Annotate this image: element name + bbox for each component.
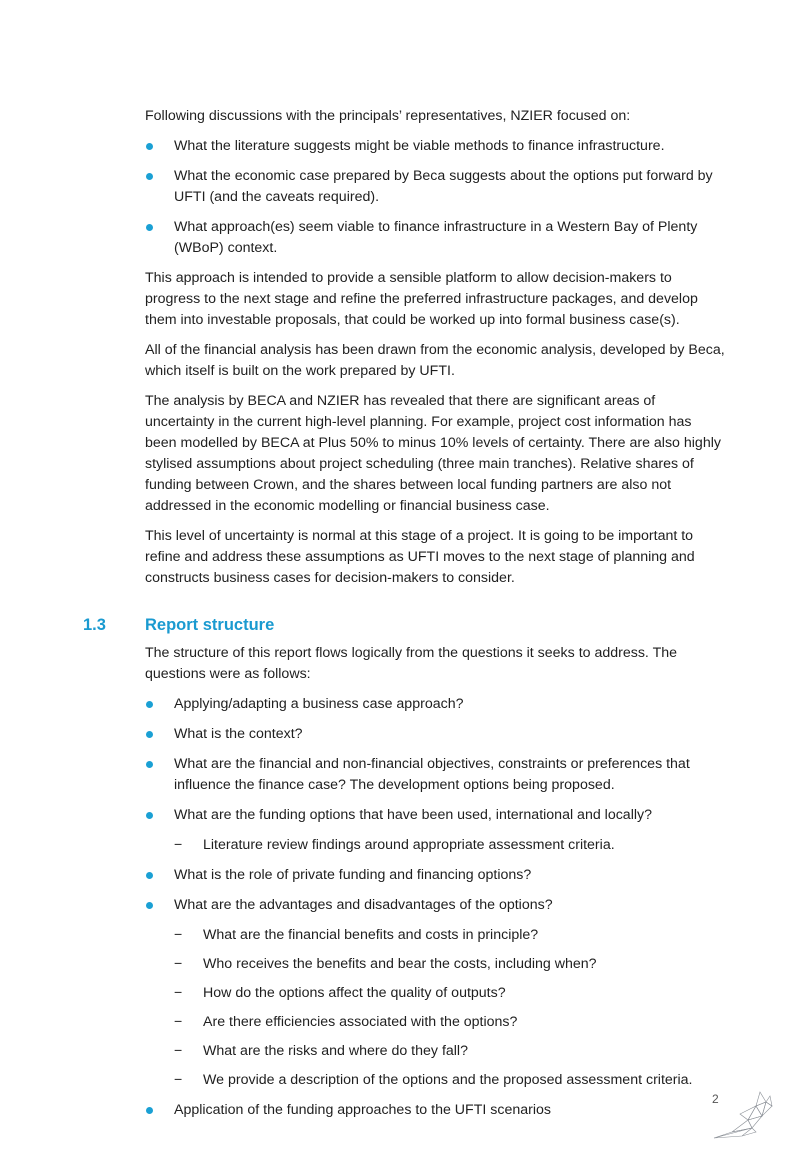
paragraph: All of the financial analysis has been drawn from the economic analysis, developed by Beca, which itself is built on the work prepared by UFTI. <box>145 342 725 379</box>
list-item-text: What the economic case prepared by Beca suggests about the options put forward by UFTI (and the caveats required). <box>174 168 713 205</box>
intro-lead: Following discussions with the principals’ representatives, NZIER focused on: <box>145 108 631 124</box>
dash-icon: − <box>174 985 183 1001</box>
sub-list-item-text: How do the options affect the quality of outputs? <box>203 985 506 1001</box>
bullet-icon <box>146 902 153 909</box>
sub-list-item-text: Are there efficiencies associated with the options? <box>203 1014 518 1030</box>
dash-icon: − <box>174 1043 183 1059</box>
list-item-text: What approach(es) seem viable to finance infrastructure in a Western Bay of Plenty (WBoP) context. <box>174 219 698 256</box>
bullet-icon <box>146 872 153 879</box>
sub-list-item <box>174 835 725 856</box>
page-content <box>83 106 725 1130</box>
sub-list-item <box>174 1041 725 1062</box>
bullet-icon <box>146 731 153 738</box>
paragraph: The analysis by BECA and NZIER has revealed that there are significant areas of uncertainty in the current high-level planning. For example, project cost information has been modelled by BECA at Plus 50% to minus 10% levels of certainty. There are also highly stylised assumptions about project scheduling (three main tranches). Relative shares of funding between Crown, and the shares between local funding partners are also not addressed in the economic modelling or financial business case. <box>145 393 721 514</box>
dash-icon: − <box>174 1072 183 1088</box>
sub-list-item <box>174 983 725 1004</box>
list-item-text: What is the role of private funding and financing options? <box>174 867 532 883</box>
section-lead: The structure of this report flows logically from the questions it seeks to address. The questions were as follows: <box>145 645 678 682</box>
list-item-text: What are the advantages and disadvantages of the options? <box>174 897 553 913</box>
sub-list <box>174 835 725 856</box>
bullet-icon <box>146 701 153 708</box>
list-item-text: Applying/adapting a business case approach? <box>174 696 464 712</box>
section-heading <box>83 613 725 637</box>
sub-list-item-text: Who receives the benefits and bear the costs, including when? <box>203 956 597 972</box>
paragraph: This level of uncertainty is normal at this stage of a project. It is going to be important to refine and address these assumptions as UFTI moves to the next stage of planning and constructs business cases for decision-makers to consider. <box>145 528 695 586</box>
dash-icon: − <box>174 837 183 853</box>
list-item <box>145 166 725 208</box>
sub-list-item-text: We provide a description of the options and the proposed assessment criteria. <box>203 1072 693 1088</box>
sub-list-item <box>174 1012 725 1033</box>
sub-list-item-text: Literature review findings around appropriate assessment criteria. <box>203 837 615 853</box>
bullet-icon <box>146 173 153 180</box>
dash-icon: − <box>174 1014 183 1030</box>
sub-list <box>174 925 725 1091</box>
section-title: Report structure <box>145 616 275 634</box>
bullet-icon <box>146 812 153 819</box>
list-item <box>145 865 725 886</box>
intro-bullet-list <box>145 136 725 259</box>
paragraph: This approach is intended to provide a sensible platform to allow decision-makers to progress to the next stage and refine the preferred infrastructure packages, and develop them into investable proposals, that could be worked up into formal business case(s). <box>145 270 698 328</box>
list-item-text: What is the context? <box>174 726 303 742</box>
geometric-bird-logo-icon <box>712 1088 774 1140</box>
dash-icon: − <box>174 927 183 943</box>
list-item-text: What are the financial and non-financial objectives, constraints or preferences that influence the finance case? The development options being proposed. <box>174 756 690 793</box>
sub-list-item-text: What are the risks and where do they fall? <box>203 1043 468 1059</box>
section-bullet-list <box>145 694 725 1121</box>
list-item-text: What the literature suggests might be viable methods to finance infrastructure. <box>174 138 665 154</box>
list-item <box>145 217 725 259</box>
section-number: 1.3 <box>83 616 106 634</box>
list-item <box>145 895 725 1091</box>
bullet-icon <box>146 143 153 150</box>
list-item <box>145 805 725 856</box>
bullet-icon <box>146 761 153 768</box>
list-item <box>145 724 725 745</box>
list-item <box>145 754 725 796</box>
page-number: 2 <box>712 1092 719 1106</box>
bullet-icon <box>146 1107 153 1114</box>
sub-list-item-text: What are the financial benefits and costs in principle? <box>203 927 539 943</box>
list-item <box>145 1100 725 1121</box>
bullet-icon <box>146 224 153 231</box>
list-item <box>145 136 725 157</box>
list-item-text: Application of the funding approaches to the UFTI scenarios <box>174 1102 551 1118</box>
list-item-text: What are the funding options that have been used, international and locally? <box>174 807 652 823</box>
sub-list-item <box>174 925 725 946</box>
sub-list-item <box>174 954 725 975</box>
dash-icon: − <box>174 956 183 972</box>
sub-list-item <box>174 1070 725 1091</box>
list-item <box>145 694 725 715</box>
